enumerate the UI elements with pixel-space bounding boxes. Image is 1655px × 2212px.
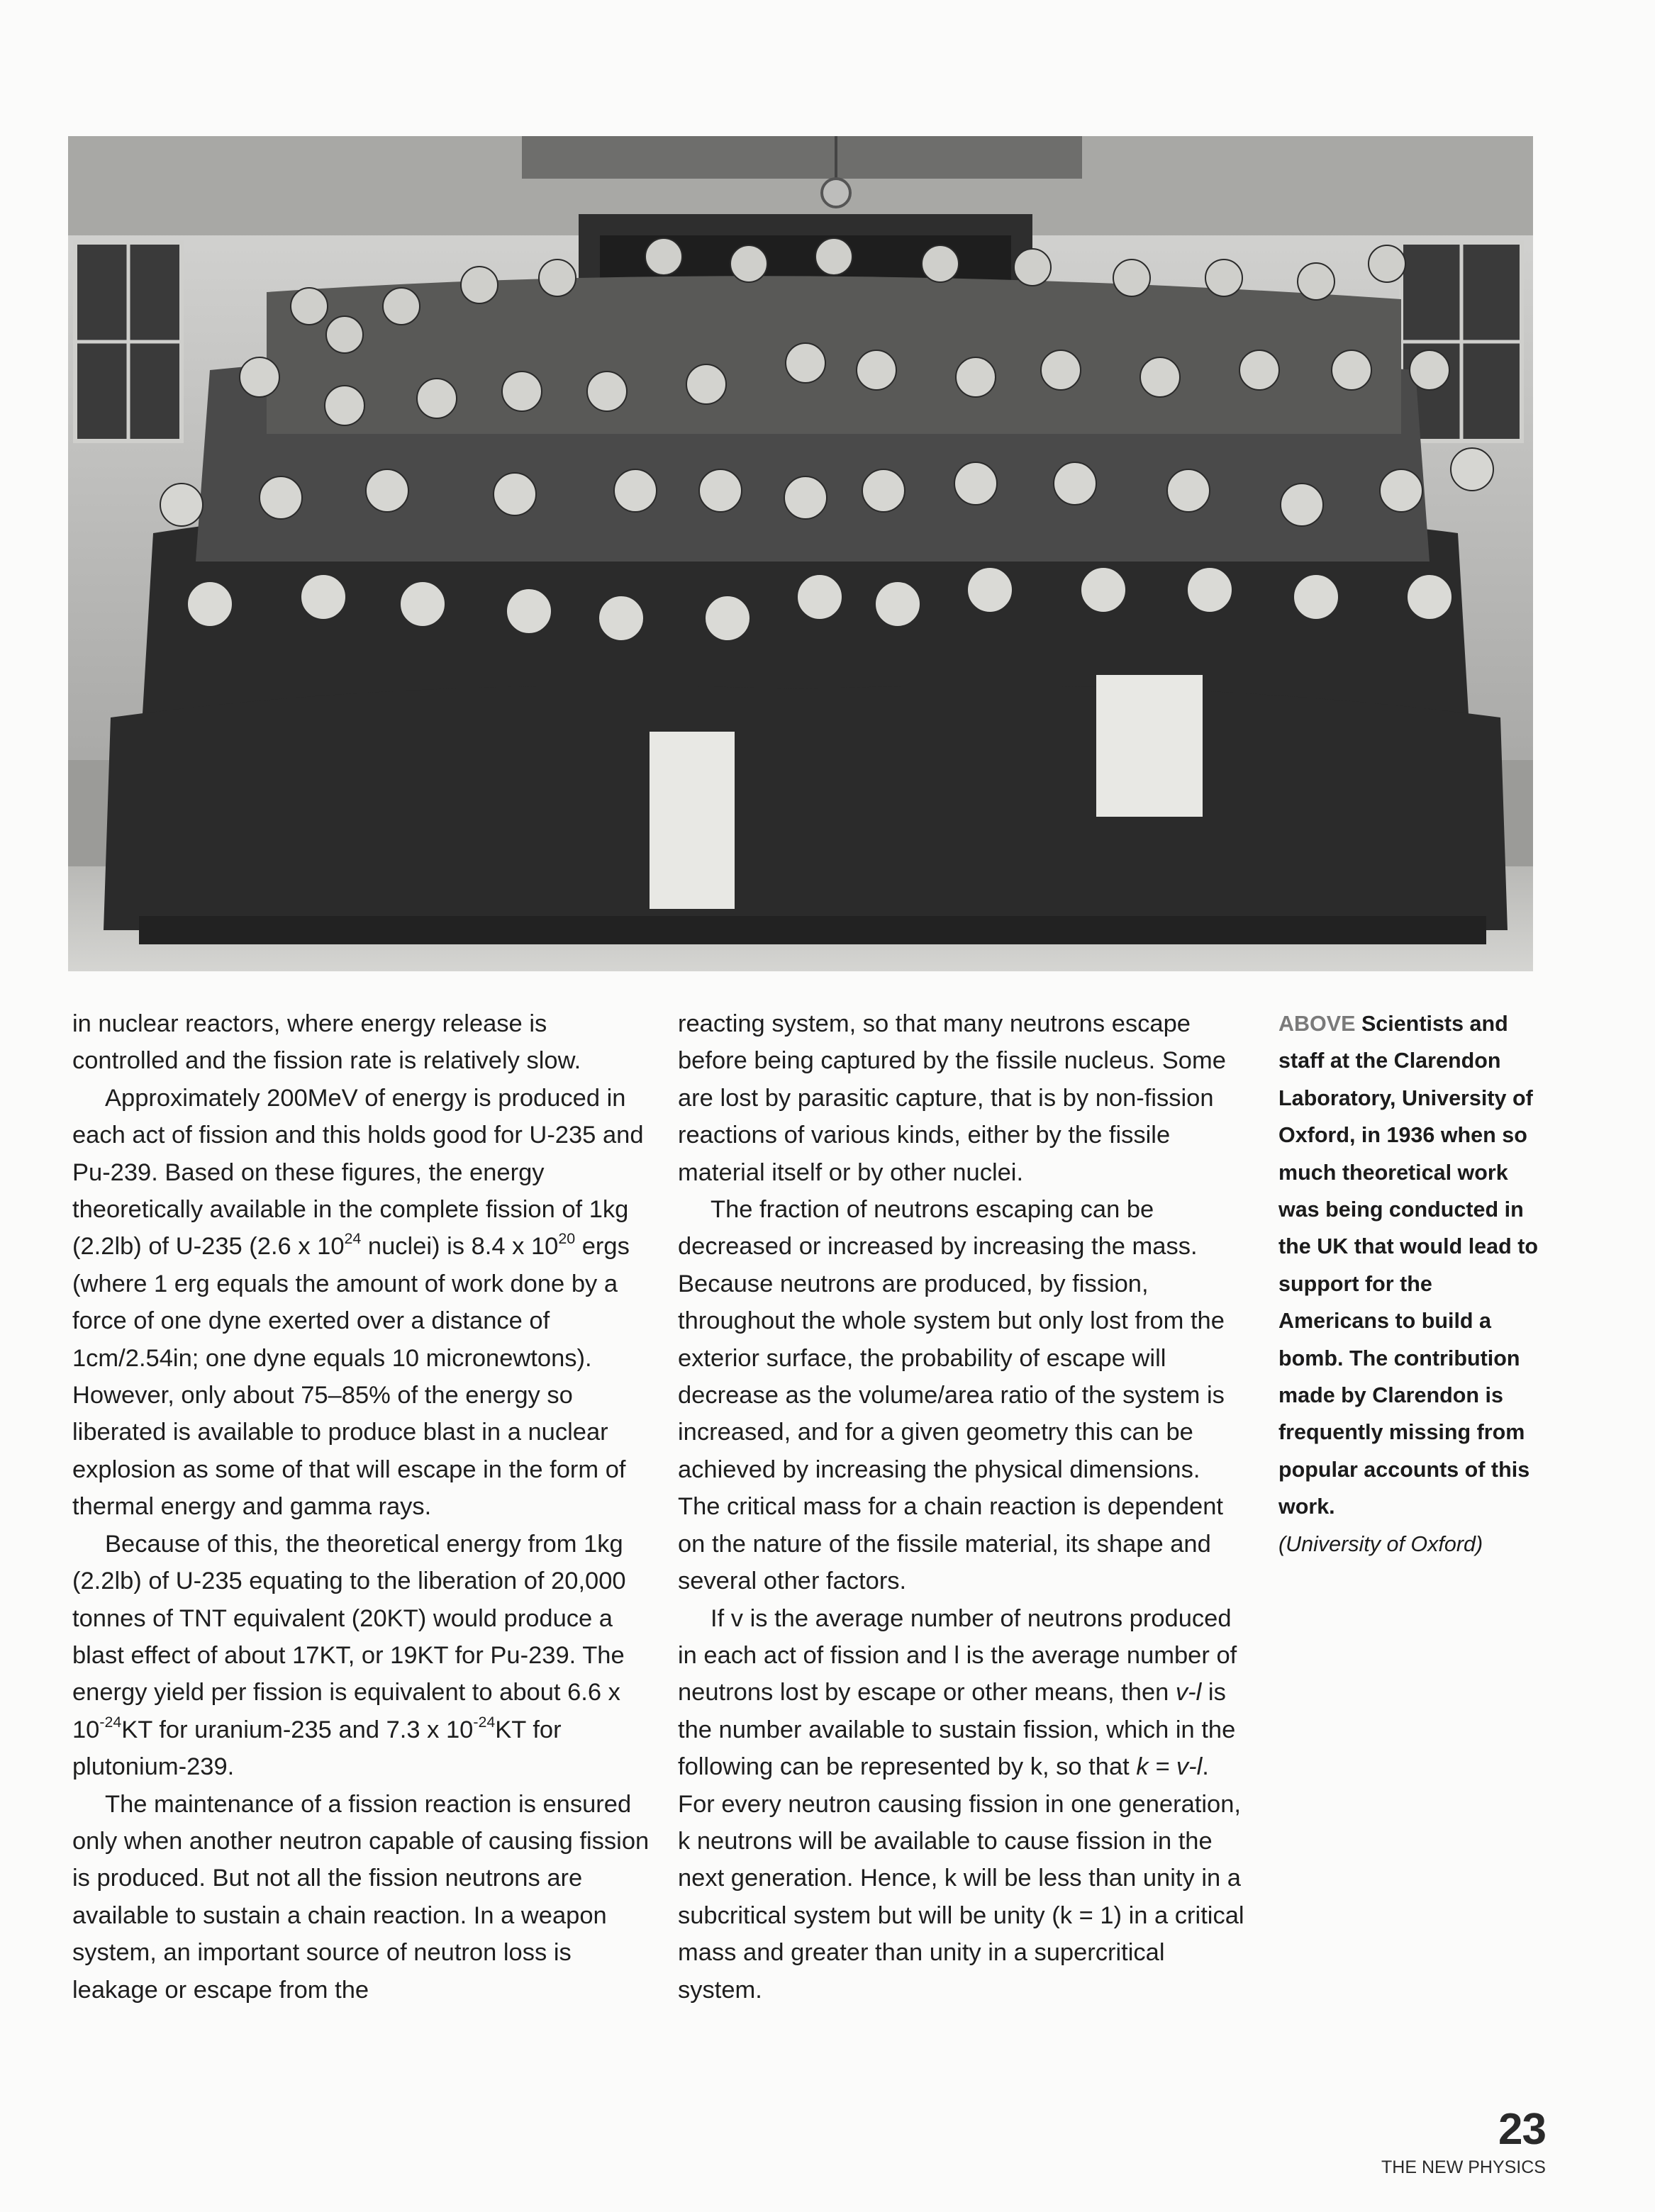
paragraph-2: Approximately 200MeV of energy is produced in each act of fission and this holds good for U-235 and Pu-239. Based on these figures, the energy theoretically available in the complete fission of 1kg (2.2lb) of U-235 (2.6 x $10^{24}$ nuclei) is 8.4 x $10^{20}$ ergs (where 1 erg equals the amount of work done by a force of one dyne exerted over a distance of 1cm/2.54in; one dyne equals 10 micronewtons). However, only about 75–85% of the energy so liberated is available to produce blast in a nuclear explosion as some of that will escape in the form of thermal energy and gamma rays.: [72, 1084, 644, 1521]
page-number: 23: [1498, 2105, 1546, 2154]
caption-lead: ABOVE: [1278, 1012, 1356, 1036]
caption-credit: (University of Oxford): [1278, 1531, 1483, 1556]
photo-image: [68, 136, 1533, 971]
body-column-1: [72, 1005, 651, 2009]
paragraph-3: Because of this, the theoretical energy from 1kg (2.2lb) of U-235 equating to the liberation of 20,000 tonnes of TNT equivalent (20KT) would produce a blast effect of about 17KT, or 19KT for Pu-239. The energy yield per fission is equivalent to about 6.6 x $10^{-24}KT$ for uranium-235 and 7.3 x $10^{-24}KT$ for plutonium-239.: [72, 1530, 626, 1781]
paragraph-6: The fraction of neutrons escaping can be decreased or increased by increasing the mass. Because neutrons are produced, by fission, throughout the whole system but only lost from the exterior surface, the probability of escape will decrease as the volume/area ratio of the system is increased, and for a given geometry this can be achieved by increasing the physical dimensions. The critical mass for a chain reaction is dependent on the nature of the fissile material, its shape and several other factors.: [678, 1196, 1225, 1595]
paragraph-1: in nuclear reactors, where energy release is controlled and the fission rate is relatively slow.: [72, 1010, 581, 1075]
paragraph-5: reacting system, so that many neutrons escape before being captured by the fissile nucleus. Some are lost by parasitic capture, that is by non-fission reactions of various kinds, either by the fissile material itself or by other nuclei.: [678, 1010, 1226, 1186]
body-column-2: [678, 1005, 1245, 2009]
paragraph-7: If v is the average number of neutrons produced in each act of fission and l is the average number of neutrons lost by escape or other means, then v-l is the number available to sustain fission, which in the following can be represented by k, so that k = v-l. For every neutron causing fission in one generation, k neutrons will be available to cause fission in the next generation. Hence, k will be less than unity in a subcritical system but will be unity (k = 1) in a critical mass and greater than unity in a supercritical system.: [678, 1604, 1244, 2004]
caption-text: Scientists and staff at the Clarendon Laboratory, University of Oxford, in 1936 when so much theoretical work was being conducted in the UK that would lead to support for the Americans to build a bomb. The contribution made by Clarendon is frequently missing from popular accounts of this work.: [1278, 1012, 1538, 1519]
photo-caption: [1278, 1005, 1548, 1563]
group-photo: [68, 136, 1533, 971]
paragraph-4: The maintenance of a fission reaction is ensured only when another neutron capable of causing fission is produced. But not all the fission neutrons are available to sustain a chain reaction. In a weapon system, an important source of neutron loss is leakage or escape from the: [72, 1790, 650, 2004]
magazine-title: THE NEW PHYSICS: [1381, 2157, 1546, 2177]
